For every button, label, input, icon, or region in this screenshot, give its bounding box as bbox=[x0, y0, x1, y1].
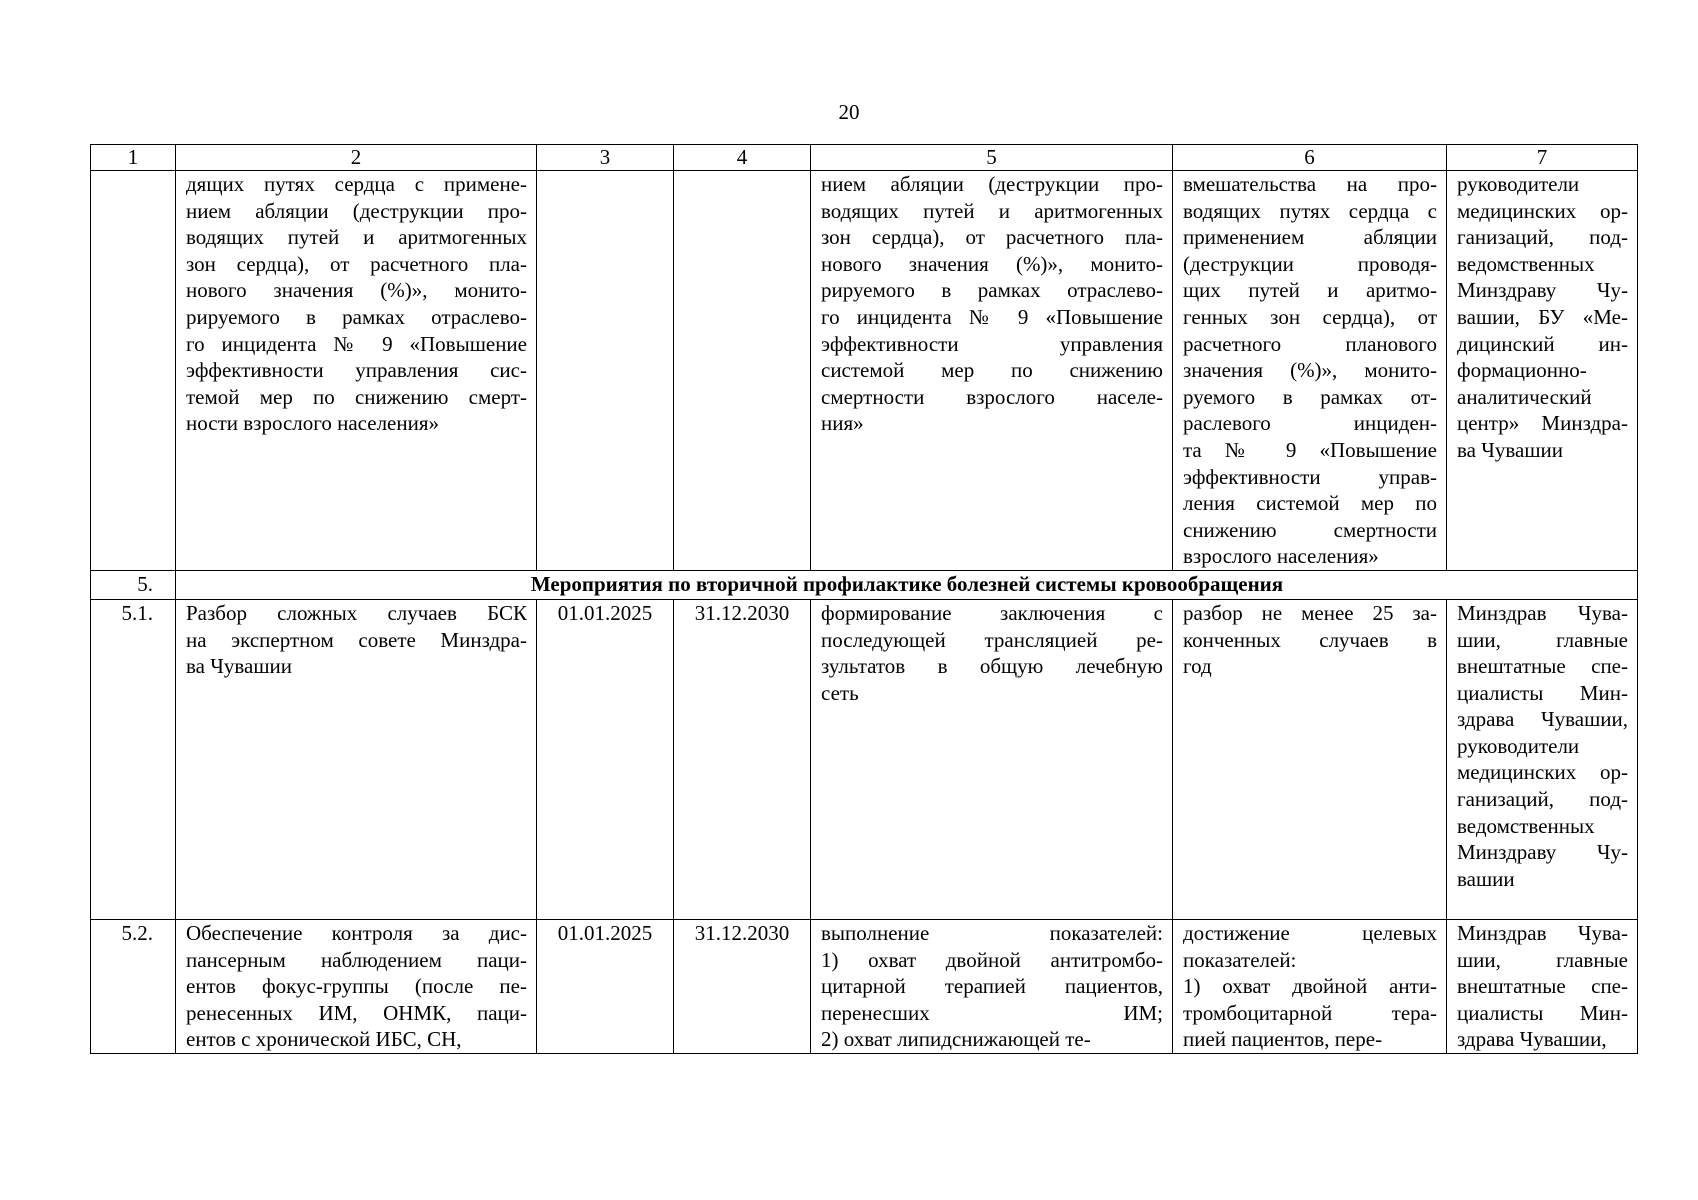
start-date-cell: 01.01.2025 bbox=[537, 919, 674, 1053]
text-line: достижение целевых bbox=[1183, 920, 1437, 945]
text-line: тромбоцитарной тера- bbox=[1183, 1000, 1437, 1025]
section-row bbox=[91, 570, 1638, 599]
indicator-cell bbox=[1173, 599, 1447, 919]
column-number: 1 bbox=[91, 145, 176, 171]
responsible-cell bbox=[1447, 599, 1638, 919]
text-line: вмешательства на про- bbox=[1183, 172, 1437, 196]
end-date-cell: 31.12.2030 bbox=[674, 919, 811, 1053]
text-line: ентов фокус-группы (после пе- bbox=[186, 974, 527, 999]
text-line: Минздрав Чува- bbox=[1457, 600, 1628, 625]
text-line: медицинских ор- bbox=[1457, 760, 1628, 785]
text-line: Минздрав Чува- bbox=[1457, 920, 1628, 945]
text-line: смертности взрослого населе- bbox=[821, 384, 1163, 409]
measure-name-cell bbox=[176, 919, 537, 1053]
column-number: 5 bbox=[811, 145, 1173, 171]
text-line: руководители bbox=[1457, 733, 1580, 758]
text-line: руемого в рамках от- bbox=[1183, 384, 1437, 409]
text-line: ганизаций, под- bbox=[1457, 225, 1628, 250]
table-row bbox=[91, 599, 1638, 919]
text-line: ентов с хронической ИБС, СН, bbox=[186, 1027, 462, 1052]
text-line: дицинский ин- bbox=[1457, 331, 1628, 356]
expected-result-cell bbox=[811, 599, 1173, 919]
text-line: ности взрослого населения» bbox=[186, 411, 440, 436]
text-line: последующей трансляцией ре- bbox=[821, 627, 1163, 652]
text-line: водящих путей и аритмогенных bbox=[186, 225, 527, 250]
text-line: перенесших ИМ; bbox=[821, 1000, 1163, 1025]
section-title: Мероприятия по вторичной профилактике болезней системы кровообращения bbox=[176, 570, 1638, 599]
text-line: 2) охват липидснижающей те- bbox=[821, 1027, 1091, 1052]
text-line: щих путей и аритмо- bbox=[1183, 278, 1437, 303]
measures-table bbox=[90, 144, 1638, 1054]
text-line: эффективности управ- bbox=[1183, 464, 1437, 489]
text-line: нового значения (%)», монито- bbox=[186, 278, 527, 303]
text-line: циалисты Мин- bbox=[1457, 680, 1628, 705]
text-line: Минздраву Чу- bbox=[1457, 840, 1628, 865]
text-line: аналитический bbox=[1457, 384, 1592, 409]
text-line: водящих путях сердца с bbox=[1183, 198, 1437, 223]
measure-name-cell bbox=[176, 171, 537, 571]
text-line: вашии bbox=[1457, 866, 1515, 891]
text-line: темой мер по снижению смерт- bbox=[186, 384, 527, 409]
text-line: ния» bbox=[821, 411, 864, 436]
text-line: циалисты Мин- bbox=[1457, 1000, 1628, 1025]
text-line: снижению смертности bbox=[1183, 517, 1437, 542]
text-line: конченных случаев в bbox=[1183, 627, 1437, 652]
column-number: 6 bbox=[1173, 145, 1447, 171]
text-line: водящих путей и аритмогенных bbox=[821, 198, 1163, 223]
page-number: 20 bbox=[838, 100, 860, 124]
text-line: пансерным наблюдением паци- bbox=[186, 947, 527, 972]
text-line: ведомственных bbox=[1457, 251, 1595, 276]
text-line: системой мер по снижению bbox=[821, 358, 1163, 383]
text-line: применением абляции bbox=[1183, 225, 1437, 250]
text-line: нового значения (%)», монито- bbox=[821, 251, 1163, 276]
text-line: 1) охват двойной антитромбо- bbox=[821, 947, 1163, 972]
text-line: та № 9 «Повышение bbox=[1183, 437, 1437, 462]
text-line: (деструкции проводя- bbox=[1183, 251, 1437, 276]
text-line: го инцидента № 9 «Повышение bbox=[186, 331, 527, 356]
text-line: ведомственных bbox=[1457, 813, 1595, 838]
text-line: центр» Минздра- bbox=[1457, 411, 1628, 436]
text-line: эффективности управления сис- bbox=[186, 358, 527, 383]
text-line: зон сердца), от расчетного пла- bbox=[821, 225, 1163, 250]
expected-result-cell bbox=[811, 919, 1173, 1053]
text-line: медицинских ор- bbox=[1457, 198, 1628, 223]
text-line: эффективности управления bbox=[821, 331, 1163, 356]
table-row bbox=[91, 171, 1638, 571]
text-line: на экспертном совете Минздра- bbox=[186, 627, 527, 652]
text-line: генных зон сердца), от bbox=[1183, 304, 1437, 329]
indicator-cell bbox=[1173, 171, 1447, 571]
text-line: нием абляции (деструкции про- bbox=[186, 198, 527, 223]
text-line: пией пациентов, пере- bbox=[1183, 1027, 1383, 1052]
text-line: показателей: bbox=[1183, 947, 1297, 972]
row-number: 5.1. bbox=[91, 599, 176, 919]
text-line: Разбор сложных случаев БСК bbox=[186, 600, 527, 625]
text-line: ва Чувашии bbox=[186, 654, 292, 679]
text-line: го инцидента № 9 «Повышение bbox=[821, 304, 1163, 329]
text-line: дящих путях сердца с примене- bbox=[186, 172, 527, 196]
column-number: 7 bbox=[1447, 145, 1638, 171]
text-line: внештатные спе- bbox=[1457, 654, 1628, 679]
text-line: формационно- bbox=[1457, 358, 1587, 383]
text-line: шии, главные bbox=[1457, 947, 1628, 972]
text-line: руководители bbox=[1457, 172, 1580, 196]
text-line: Обеспечение контроля за дис- bbox=[186, 920, 527, 945]
text-line: рируемого в рамках отраслево- bbox=[186, 304, 527, 329]
text-line: здрава Чувашии, bbox=[1457, 707, 1628, 732]
text-line: нием абляции (деструкции про- bbox=[821, 172, 1163, 196]
responsible-cell bbox=[1447, 171, 1638, 571]
expected-result-cell bbox=[811, 171, 1173, 571]
table-row bbox=[91, 919, 1638, 1053]
text-line: вашии, БУ «Ме- bbox=[1457, 304, 1628, 329]
text-line: рируемого в рамках отраслево- bbox=[821, 278, 1163, 303]
text-line: ва Чувашии bbox=[1457, 437, 1563, 462]
column-number: 3 bbox=[537, 145, 674, 171]
text-line: зон сердца), от расчетного пла- bbox=[186, 251, 527, 276]
text-line: выполнение показателей: bbox=[821, 920, 1163, 945]
text-line: год bbox=[1183, 654, 1212, 679]
row-number: 5.2. bbox=[91, 919, 176, 1053]
responsible-cell bbox=[1447, 919, 1638, 1053]
text-line: ганизаций, под- bbox=[1457, 787, 1628, 812]
text-line: здрава Чувашии, bbox=[1457, 1027, 1607, 1052]
measure-name-cell bbox=[176, 599, 537, 919]
start-date-cell: 01.01.2025 bbox=[537, 599, 674, 919]
start-date-cell bbox=[537, 171, 674, 571]
text-line: раслевого инциден- bbox=[1183, 411, 1437, 436]
text-line: расчетного планового bbox=[1183, 331, 1437, 356]
text-line: ренесенных ИМ, ОНМК, паци- bbox=[186, 1000, 527, 1025]
row-number bbox=[91, 171, 176, 571]
text-line: шии, главные bbox=[1457, 627, 1628, 652]
text-line: внештатные спе- bbox=[1457, 974, 1628, 999]
text-line: 1) охват двойной анти- bbox=[1183, 974, 1437, 999]
text-line: зультатов в общую лечебную bbox=[821, 654, 1163, 679]
text-line: ления системой мер по bbox=[1183, 491, 1437, 516]
indicator-cell bbox=[1173, 919, 1447, 1053]
column-numbers-row bbox=[91, 145, 1638, 171]
text-line: разбор не менее 25 за- bbox=[1183, 600, 1437, 625]
column-number: 2 bbox=[176, 145, 537, 171]
section-number: 5. bbox=[91, 570, 176, 599]
text-line: сеть bbox=[821, 680, 859, 705]
text-line: значения (%)», монито- bbox=[1183, 358, 1437, 383]
text-line: цитарной терапией пациентов, bbox=[821, 974, 1163, 999]
end-date-cell: 31.12.2030 bbox=[674, 599, 811, 919]
text-line: взрослого населения» bbox=[1183, 544, 1379, 569]
text-line: Минздраву Чу- bbox=[1457, 278, 1628, 303]
text-line: формирование заключения с bbox=[821, 600, 1163, 625]
end-date-cell bbox=[674, 171, 811, 571]
column-number: 4 bbox=[674, 145, 811, 171]
